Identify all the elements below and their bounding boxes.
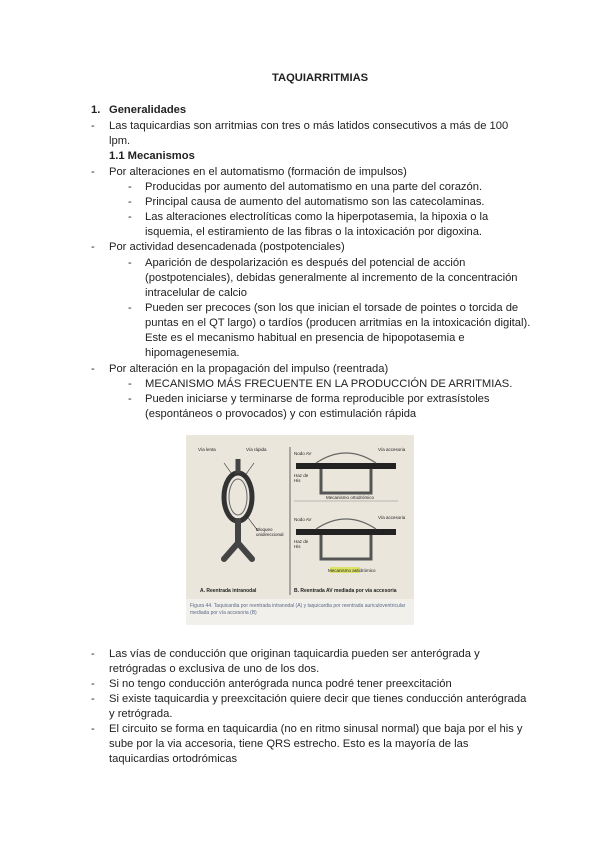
paragraph-line: lpm. bbox=[109, 135, 131, 147]
list-item: puntas en el QT largo) o tardíos (producen arritmias en la intoxicación digital). bbox=[145, 317, 531, 329]
paragraph-line: Las taquicardias son arritmias con tres o más latidos consecutivos a más de 100 bbox=[109, 120, 509, 132]
list-item: Las alteraciones electrolíticas como la hiperpotasemia, la hipoxia o la bbox=[145, 211, 489, 223]
bullet-dash: - bbox=[128, 302, 132, 314]
section-number: 1. bbox=[91, 104, 101, 116]
list-item: isquemia, el estiramiento de las fibras o la intoxicación por digoxina. bbox=[145, 226, 483, 238]
bullet-dash: - bbox=[128, 257, 132, 269]
label-mecanismo-antidromico: Mecanismo antidrómico bbox=[328, 568, 376, 573]
list-item: Pueden ser precoces (son los que inician el torsade de pointes o torcida de bbox=[145, 302, 519, 314]
bullet-dash: - bbox=[91, 166, 95, 178]
label-haz-his: Haz de His bbox=[294, 539, 309, 549]
label-via-rapida: Vía rápida bbox=[246, 447, 267, 452]
paragraph-line: Si no tengo conducción anterógrada nunca podré tener preexcitación bbox=[109, 678, 452, 690]
paragraph-line: y retrógrada. bbox=[109, 708, 173, 720]
mechanism-automatismo: Por alteraciones en el automatismo (formación de impulsos) bbox=[109, 166, 407, 178]
bullet-dash: - bbox=[91, 363, 95, 375]
paragraph-line: retrógradas o exclusiva de uno de los dos. bbox=[109, 663, 320, 675]
label-panel-b: B. Reentrada AV mediada por vía accesoria bbox=[294, 588, 397, 594]
bullet-dash: - bbox=[91, 693, 95, 705]
label-haz-his: Haz de His bbox=[294, 473, 309, 483]
mechanism-actividad: Por actividad desencadenada (postpotenciales) bbox=[109, 241, 345, 253]
paragraph-line: Las vías de conducción que originan taquicardia pueden ser anterógrada y bbox=[109, 648, 480, 660]
reentry-figure bbox=[186, 435, 414, 625]
list-item: MECANISMO MÁS FRECUENTE EN LA PRODUCCIÓN DE ARRITMIAS. bbox=[145, 378, 513, 390]
list-item: Producidas por aumento del automatismo en una parte del corazón. bbox=[145, 181, 483, 193]
bullet-dash: - bbox=[128, 378, 132, 390]
label-nodo-av: Nodo AV bbox=[294, 451, 312, 456]
list-item: hipomagenesemia. bbox=[145, 347, 240, 359]
list-item: Este es el mecanismo habitual en presencia de hipopotasemia e bbox=[145, 332, 465, 344]
mechanism-reentrada: Por alteración en la propagación del impulso (reentrada) bbox=[109, 363, 389, 375]
bullet-dash: - bbox=[91, 678, 95, 690]
label-via-accesoria: Vía accesoria bbox=[378, 447, 406, 452]
bullet-dash: - bbox=[91, 241, 95, 253]
bullet-dash: - bbox=[128, 393, 132, 405]
label-via-accesoria: Vía accesoria bbox=[378, 515, 406, 520]
label-panel-a: A. Reentrada intranodal bbox=[200, 588, 257, 594]
bullet-dash: - bbox=[91, 648, 95, 660]
label-via-lenta: Vía lenta bbox=[198, 447, 216, 452]
paragraph-line: Si existe taquicardia y preexcitación quiere decir que tienes conducción anterógrada bbox=[109, 693, 527, 705]
list-item: Principal causa de aumento del automatismo son las catecolaminas. bbox=[145, 196, 485, 208]
bullet-dash: - bbox=[91, 723, 95, 735]
subsection-heading-mecanismos: 1.1 Mecanismos bbox=[109, 150, 195, 162]
section-heading-generalidades: Generalidades bbox=[109, 104, 187, 116]
page-title: TAQUIARRITMIAS bbox=[272, 72, 369, 84]
figure-caption: Figura 44. Taquicardia por reentrada intranodal (A) y taquicardia por reentrada auriculoventricular mediada por vía accesoria (B) bbox=[190, 603, 406, 616]
list-item: (postpotenciales), debidas generalmente al incremento de la concentración bbox=[145, 272, 518, 284]
paragraph-line: El circuito se forma en taquicardia (no en ritmo sinusal normal) que baja por el his y bbox=[109, 723, 523, 735]
bullet-dash: - bbox=[128, 196, 132, 208]
label-nodo-av: Nodo AV bbox=[294, 517, 312, 522]
label-bloqueo: Bloqueo unidireccional bbox=[256, 527, 284, 537]
list-item: (espontáneos o provocados) y con estimulación rápida bbox=[145, 408, 417, 420]
bullet-dash: - bbox=[128, 181, 132, 193]
list-item: Aparición de despolarización es después del potencial de acción bbox=[145, 257, 466, 269]
reentry-diagram bbox=[186, 435, 414, 625]
label-mecanismo-ortodromico: Mecanismo ortodrómico bbox=[326, 495, 375, 500]
bullet-dash: - bbox=[91, 120, 95, 132]
bullet-dash: - bbox=[128, 211, 132, 223]
list-item: Pueden iniciarse y terminarse de forma reproducible por extrasístoles bbox=[145, 393, 490, 405]
list-item: intracelular de calcio bbox=[145, 287, 247, 299]
paragraph-line: sube por la via accesoria, tiene QRS estrecho. Esto es la mayoría de las bbox=[109, 738, 469, 750]
paragraph-line: taquicardias ortodrómicas bbox=[109, 753, 238, 765]
